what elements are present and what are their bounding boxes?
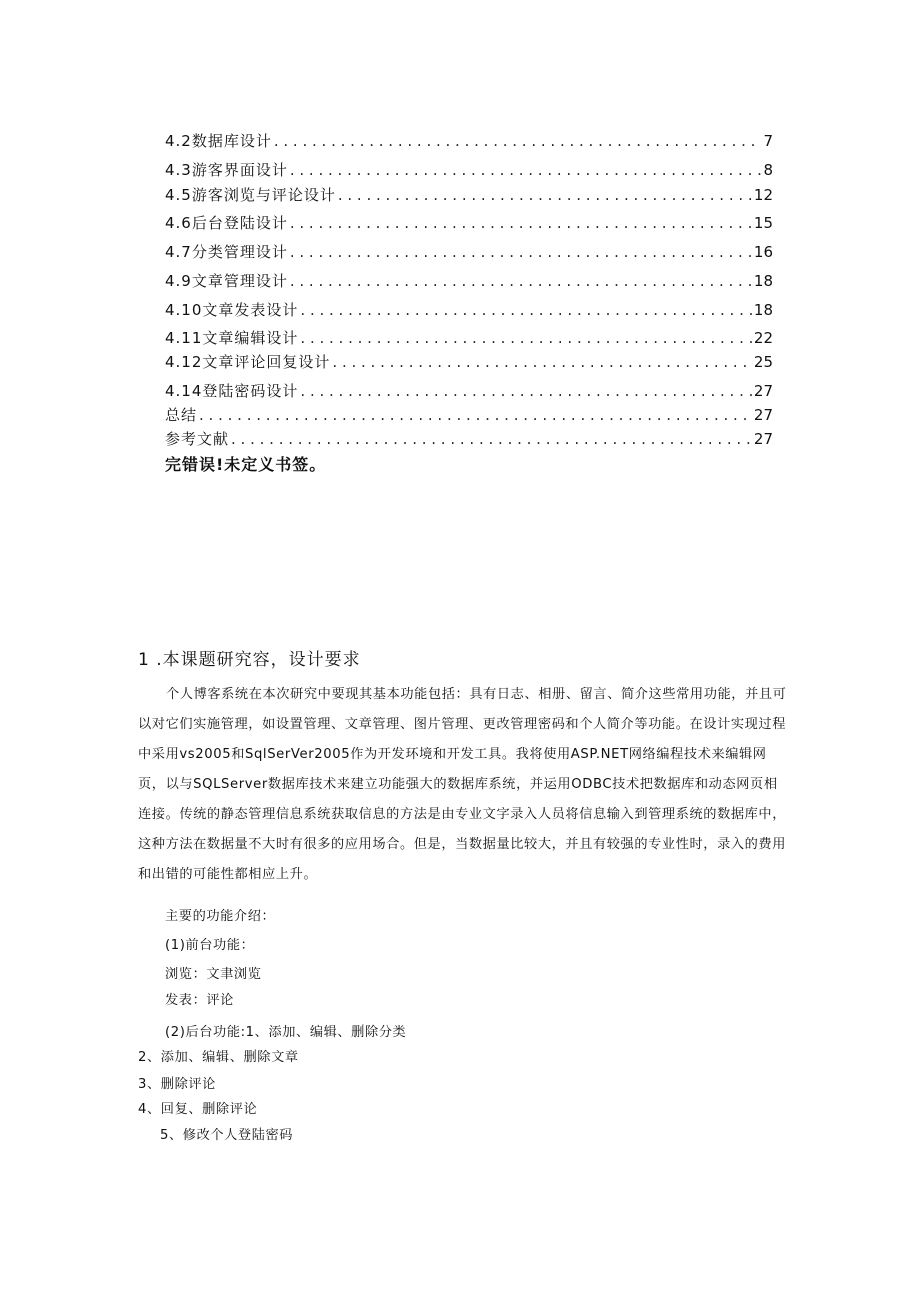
toc-entry[interactable] xyxy=(165,184,773,208)
toc-entry-page: 27 xyxy=(753,382,773,400)
toc-entry-title: 4.6后台登陆设计 xyxy=(165,214,288,232)
toc-entry[interactable] xyxy=(165,299,773,323)
toc-leader-dots xyxy=(300,301,752,319)
toc-entry-title: 4.11文章编辑设计 xyxy=(165,329,299,347)
toc-entry-title: 4.9文章管理设计 xyxy=(165,272,288,290)
toc-entry-page: 22 xyxy=(753,329,773,347)
toc-entry-title: 4.12文章评论回复设计 xyxy=(165,353,331,371)
toc-entry[interactable] xyxy=(165,270,773,294)
frontend-heading: (1)前台功能： xyxy=(165,938,255,953)
toc-entry-page: 8 xyxy=(763,161,773,179)
backend-item-5: 5、修改个人登陆密码 xyxy=(160,1128,294,1143)
toc-leader-dots xyxy=(290,161,762,179)
toc-leader-dots xyxy=(274,132,762,150)
toc-entry[interactable] xyxy=(165,159,773,183)
toc-entry-page: 18 xyxy=(753,301,773,319)
toc-entry-page: 27 xyxy=(753,406,773,424)
toc-entry-page: 12 xyxy=(753,186,773,204)
toc-entry-title: 参考文献 xyxy=(165,430,230,448)
toc-entry-page: 27 xyxy=(753,430,773,448)
toc-entry[interactable] xyxy=(165,130,773,154)
toc-entry-page: 18 xyxy=(753,272,773,290)
toc-error-message: 完错误!未定义书签。 xyxy=(165,455,327,474)
toc-entry[interactable] xyxy=(165,327,773,351)
toc-entry[interactable] xyxy=(165,351,773,375)
backend-item-4: 4、回复、删除评论 xyxy=(138,1102,258,1117)
toc-entry-page: 16 xyxy=(753,243,773,261)
toc-leader-dots xyxy=(300,329,752,347)
toc-entry-page: 7 xyxy=(763,132,773,150)
toc-entry[interactable] xyxy=(165,404,773,428)
intro-paragraph: 个人博客系统在本次研究中要现其基本功能包括：具有日志、相册、留言、简介这些常用功能，并且可以对它们实施管理，如设置管理、文章管理、图片管理、更改管理密码和个人简介等功能。在设计实现过程中采用vs2005和SqlSerVer2005作为开发环境和开发工具。我将使用ASP.NET网络编程技术来编辑网页，以与SQLServer数据库技术来建立功能强大的数据库系统，并运用ODBC技术把数据库和动态网页相连接。传统的静态管理信息系统获取信息的方法是由专业文字录入人员将信息输入到管理系统的数据库中，这种方法在数据量不大时有很多的应用场合。但是，当数据量比较大，并且有较强的专业性时，录入的费用和出错的可能性都相应上升。 xyxy=(138,687,787,882)
frontend-post: 发表：评论 xyxy=(165,993,234,1008)
toc-entry-title: 4.14登陆密码设计 xyxy=(165,382,299,400)
toc-entry-title: 4.7分类管理设计 xyxy=(165,243,288,261)
features-intro: 主要的功能介绍： xyxy=(165,909,276,924)
toc-entry-title: 4.2数据库设计 xyxy=(165,132,272,150)
backend-heading: (2)后台功能:1、添加、编辑、删除分类 xyxy=(165,1025,407,1040)
toc-leader-dots xyxy=(290,214,752,232)
toc-entry[interactable] xyxy=(165,212,773,236)
frontend-browse: 浏览：文聿浏览 xyxy=(165,967,262,982)
backend-item-2: 2、添加、编辑、删除文章 xyxy=(138,1050,299,1065)
toc-leader-dots xyxy=(338,186,752,204)
toc-leader-dots xyxy=(290,243,752,261)
toc-entry-title: 4.3游客界面设计 xyxy=(165,161,288,179)
section-heading: 1 .本课题研究容，设计要求 xyxy=(138,650,361,670)
toc-entry[interactable] xyxy=(165,241,773,265)
toc-entry-page: 25 xyxy=(753,353,773,371)
toc-entry-page: 15 xyxy=(753,214,773,232)
toc-entry[interactable] xyxy=(165,380,773,404)
toc-entry-title: 总结 xyxy=(165,406,198,424)
toc-leader-dots xyxy=(290,272,752,290)
toc-entry-title: 4.5游客浏览与评论设计 xyxy=(165,186,336,204)
toc-leader-dots xyxy=(332,353,752,371)
toc-entry[interactable] xyxy=(165,428,773,452)
backend-item-3: 3、删除评论 xyxy=(138,1077,216,1092)
toc-leader-dots xyxy=(300,382,752,400)
toc-leader-dots xyxy=(231,430,752,448)
toc-leader-dots xyxy=(199,406,752,424)
toc-entry-title: 4.10文章发表设计 xyxy=(165,301,299,319)
